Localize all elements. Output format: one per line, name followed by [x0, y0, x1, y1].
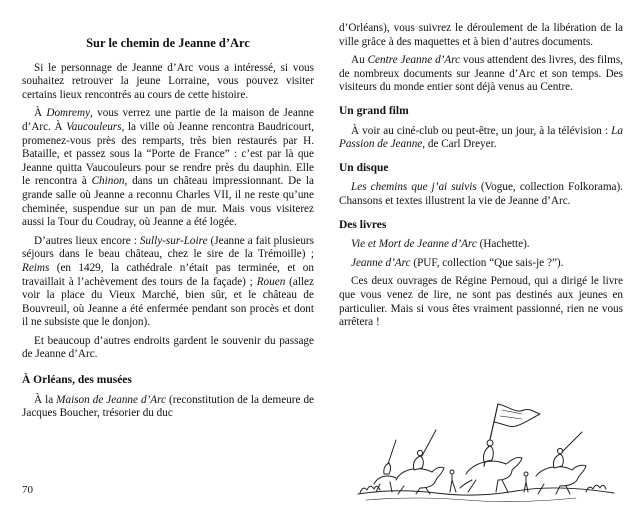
- page-number: 70: [22, 484, 33, 496]
- right-page: [339, 22, 623, 335]
- place-chinon: Chinon: [91, 175, 125, 188]
- left-page: [22, 0, 314, 426]
- livres-heading: Des livres: [339, 218, 387, 231]
- book2-title: Jeanne d’Arc: [351, 256, 411, 269]
- intro-paragraph: Si le personnage de Jeanne d’Arc vous a intéressé, si vous souhaitez retrouver la jeune Lorraine, vous pouvez visiter certains lieux rencontrés au cours de cette histoire.: [22, 61, 314, 101]
- other-places-paragraph: D’autres lieux encore : Sully-sur-Loire (Jeanne a fait plusieurs séjours dans le beau château, chez le sire de la Trémoille) ; Reims (en 1429, la cathédrale n’était pas terminée, et on travaillait à l’achèvement des tours de la façade) ; Rouen (allez voir la place du Vieux Marché, bien sûr, et le château de Bouvreuil, où Jeanne a été enfermée pendant son procès et dont il ne subsiste que le donjon).: [22, 234, 314, 329]
- centre-title: Centre Jeanne d’Arc: [367, 54, 461, 67]
- book2-paragraph: Jeanne d’Arc (PUF, collection “Que sais-je ?”).: [351, 256, 564, 269]
- film-title: La Passion de Jeanne: [339, 124, 623, 151]
- maison-paragraph: À la Maison de Jeanne d’Arc (reconstitution de la demeure de Jacques Boucher, trésorier du duc: [22, 393, 315, 420]
- film-paragraph: À voir au ciné-club ou peut-être, un jour, à la télévision : La Passion de Jeanne, de Carl Dreyer.: [339, 124, 623, 151]
- page-title: Sur le chemin de Jeanne d’Arc: [86, 36, 250, 50]
- continued-paragraph: d’Orléans), vous suivrez le déroulement de la libération de la ville grâce à des maquettes et à bien d’autres documents.: [339, 22, 623, 48]
- closing-paragraph: Ces deux ouvrages de Régine Pernoud, qui a dirigé le livre que vous venez de lire, ne sont pas destinés aux jeunes en particulier. Mais si vous êtes vraiment passionné, rien ne vous arrêtera !: [339, 275, 623, 329]
- souvenir-paragraph: Et beaucoup d’autres endroits gardent le souvenir du passage de Jeanne d’Arc.: [22, 334, 314, 361]
- disque-title: Les chemins que j’ai suivis: [351, 181, 477, 194]
- centre-paragraph: Au Centre Jeanne d’Arc vous attendent des livres, des films, de nombreux documents sur Jeanne d’Arc et son temps. Des visiteurs du monde entier sont déjà venus au Centre.: [339, 54, 623, 94]
- film-heading: Un grand film: [339, 104, 409, 117]
- place-reims: Reims: [22, 261, 50, 274]
- disque-heading: Un disque: [339, 161, 389, 174]
- disque-paragraph: Les chemins que j’ai suivis (Vogue, collection Folkorama). Chansons et textes illustrent la vie de Jeanne d’Arc.: [339, 181, 624, 207]
- book1-title: Vie et Mort de Jeanne d’Arc: [351, 238, 477, 251]
- place-vaucouleurs: Vaucouleurs: [66, 120, 122, 133]
- place-sully: Sully-sur-Loire: [139, 234, 208, 247]
- maison-title: Maison de Jeanne d’Arc: [56, 393, 167, 406]
- orleans-heading: À Orléans, des musées: [22, 374, 132, 387]
- book1-paragraph: Vie et Mort de Jeanne d’Arc (Hachette).: [351, 238, 530, 251]
- places-paragraph: À Domremy, vous verrez une partie de la maison de Jeanne d’Arc. À Vaucouleurs, la ville où Jeanne rencontra Baudricourt, promenez-vous près des remparts, très bien restaurés par H. Bataille, et passez sous la “Porte de France” : c’est par là que Jeanne quitta Vaucouleurs pour se rendre près du dauphin. Elle le rencontra à Chinon, dans un château impressionnant. De la grande salle où Jeanne a reconnu Charles VII, il ne reste qu’une cheminée, suspendue sur un pan de mur. Mais vous visiterez aussi la Tour du Coudray, où Jeanne a été logée.: [22, 107, 314, 229]
- place-domremy: Domremy: [46, 107, 91, 120]
- cavalry-illustration: [356, 396, 618, 506]
- place-rouen: Rouen: [256, 275, 286, 288]
